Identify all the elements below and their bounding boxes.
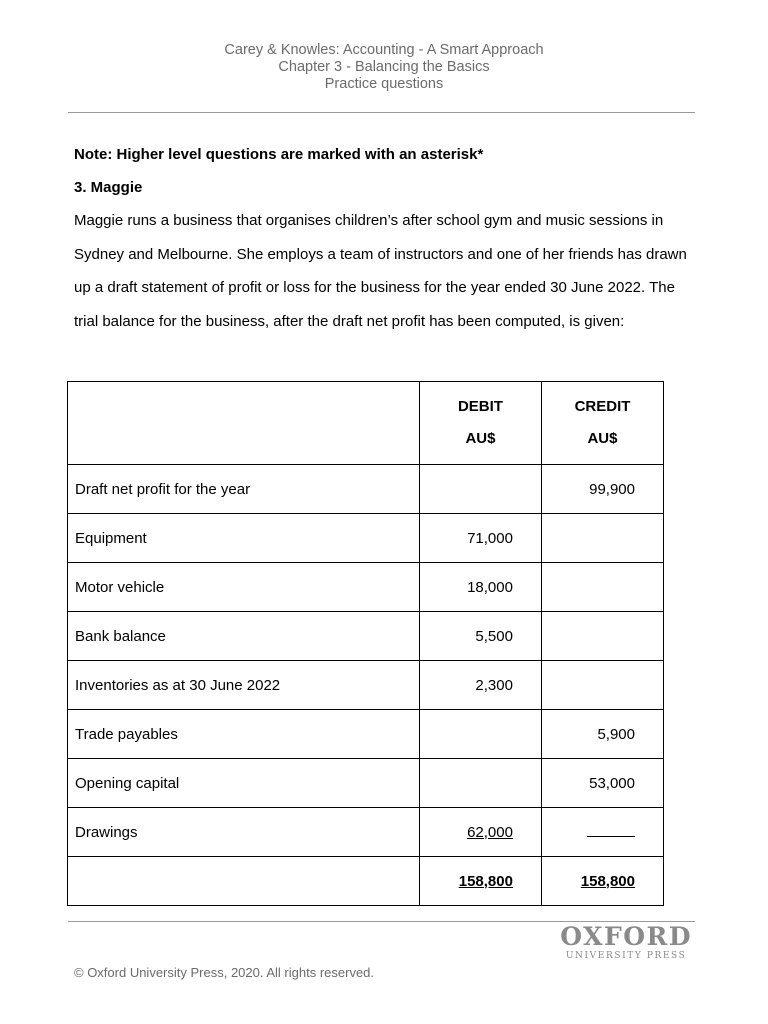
- total-debit: 158,800: [458, 872, 513, 890]
- row-debit: 71,000: [419, 514, 541, 563]
- row-debit: [419, 808, 541, 857]
- row-credit: [541, 661, 663, 710]
- row-label: Draft net profit for the year: [68, 465, 420, 514]
- table-row: [68, 661, 664, 710]
- table-header-row: [68, 382, 664, 465]
- debit-header: DEBIT: [457, 398, 503, 415]
- question-paragraph: Maggie runs a business that organises children’s after school gym and music sessions in Sydney and Melbourne. She employs a team of instructors and one of her friends has drawn up a draft statement of profit or loss for the business for the year ended 30 June 2022. The trial balance for the business, after the draft net profit has been computed, is given:: [74, 212, 687, 330]
- total-debit-cell: [419, 857, 541, 906]
- row-credit: [541, 612, 663, 661]
- row-credit: [541, 808, 663, 857]
- header-chapter: Chapter 3 - Balancing the Basics: [278, 59, 490, 75]
- logo-sub: UNIVERSITY PRESS: [565, 951, 687, 961]
- row-label: Drawings: [68, 808, 420, 857]
- total-credit-cell: [541, 857, 663, 906]
- row-debit: [419, 465, 541, 514]
- debit-header-cell: [419, 382, 541, 465]
- credit-currency: AU$: [587, 430, 618, 447]
- row-label: Inventories as at 30 June 2022: [68, 661, 420, 710]
- table-row: [68, 612, 664, 661]
- trial-balance-table: [67, 381, 664, 906]
- table-row: [68, 563, 664, 612]
- header-blank-cell: [68, 382, 420, 465]
- header-book-title: Carey & Knowles: Accounting - A Smart Approach: [224, 42, 544, 58]
- table-row: [68, 759, 664, 808]
- row-debit: 2,300: [419, 661, 541, 710]
- page-header: [0, 42, 768, 93]
- row-label: Motor vehicle: [68, 563, 420, 612]
- debit-currency: AU$: [465, 430, 496, 447]
- row-credit: 99,900: [541, 465, 663, 514]
- credit-header: CREDIT: [574, 398, 631, 415]
- credit-header-cell: [541, 382, 663, 465]
- row-label: Bank balance: [68, 612, 420, 661]
- total-label-cell: [68, 857, 420, 906]
- copyright-text: © Oxford University Press, 2020. All rights reserved.: [74, 965, 375, 980]
- row-label: Trade payables: [68, 710, 420, 759]
- header-section: Practice questions: [324, 76, 444, 92]
- table-row: [68, 465, 664, 514]
- table-row: [68, 514, 664, 563]
- row-credit: 53,000: [541, 759, 663, 808]
- note-text: Note: Higher level questions are marked with an asterisk*: [74, 146, 484, 163]
- row-label: Equipment: [68, 514, 420, 563]
- table-row: [68, 808, 664, 857]
- header-divider: [68, 112, 695, 113]
- row-credit: [541, 514, 663, 563]
- table-row: [68, 710, 664, 759]
- total-credit: 158,800: [580, 872, 635, 890]
- row-debit: 5,500: [419, 612, 541, 661]
- logo-main: OXFORD: [560, 922, 692, 951]
- question-title: 3. Maggie: [74, 179, 143, 196]
- row-label: Opening capital: [68, 759, 420, 808]
- row-credit: 5,900: [541, 710, 663, 759]
- credit-blank-line: [587, 826, 635, 837]
- row-credit: [541, 563, 663, 612]
- oxford-logo: [560, 924, 692, 962]
- table-total-row: [68, 857, 664, 906]
- row-debit: 18,000: [419, 563, 541, 612]
- drawings-debit-value: 62,000: [467, 823, 513, 841]
- row-debit: [419, 759, 541, 808]
- row-debit: [419, 710, 541, 759]
